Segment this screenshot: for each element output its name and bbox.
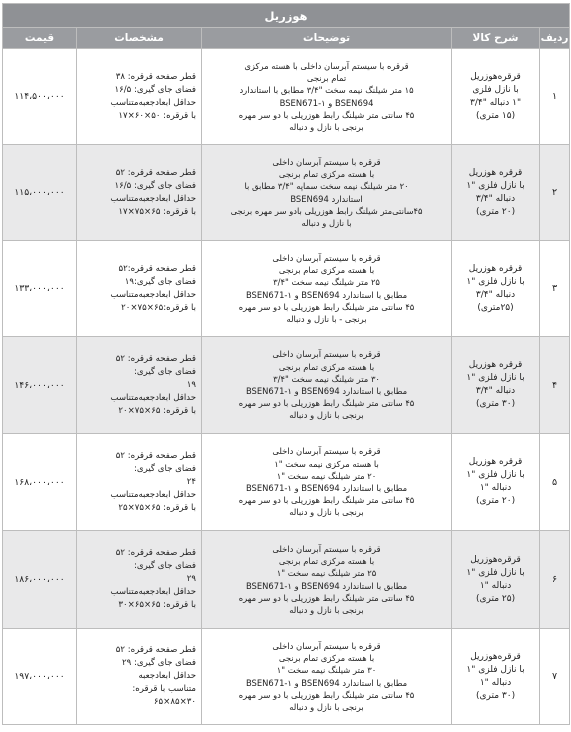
description-line: با هسته مرکزی تمام برنجی <box>278 653 375 664</box>
price-table <box>2 3 570 725</box>
spec-line: قطر صفحه قرقره: ۵۲ <box>115 167 197 178</box>
description-line: برنجی با نازل و دنباله <box>289 604 364 615</box>
description-line: با نازل و دنباله <box>301 217 352 228</box>
row-index: ۶ <box>540 531 570 629</box>
description-line: ۴۵ سانتی متر شیلنگ رابط هوزریلی با دو سر مهره <box>238 301 415 312</box>
product-name-line: با نازل فلزی "۱ <box>466 276 525 287</box>
description-line: ۳۰ متر شیلنگ نیمه سخت "۳/۴ <box>273 373 380 384</box>
description-line: با هسته مرکزی تمام برنجی <box>278 556 375 567</box>
table-body <box>3 4 570 725</box>
row-index: ۲ <box>540 145 570 241</box>
product-specs <box>77 629 202 725</box>
product-name-line: قرقره هوزریل <box>468 457 523 467</box>
table-row <box>3 434 570 531</box>
product-name <box>452 434 540 531</box>
description-line: ۲۵ متر شیلنگ نیمه سخت "۱ <box>276 568 377 579</box>
product-name <box>452 337 540 434</box>
description-line: قرقره با سیستم آبرسان داخلی <box>272 252 381 263</box>
product-description <box>202 531 452 629</box>
product-name <box>452 629 540 725</box>
product-name-line: (۳۰ متری) <box>475 399 516 409</box>
spec-line: با قرقره: ۶۵×۷۵×۲۰ <box>118 405 197 416</box>
product-description <box>202 145 452 241</box>
spec-line: فضای جای گیری:۱۹ <box>124 276 197 287</box>
spec-line: قطر صفحه قرقره: ۵۲ <box>115 450 197 461</box>
product-name-line: قرقره‌هوزریل <box>470 554 521 565</box>
spec-line: با قرقره: ۶۵×۷۵×۱۷ <box>118 206 197 217</box>
product-name <box>452 49 540 145</box>
description-line: ۴۵ سانتی متر شیلنگ رابط هوزریلی با دو سر مهره <box>238 689 415 700</box>
description-line: قرقره با سیستم آبرسان داخلی <box>272 349 381 360</box>
description-line: برنجی با نازل و دنباله <box>289 701 364 712</box>
product-name-line: دنباله "۳/۴ <box>475 386 516 396</box>
product-name-line: "۱ دنباله "۳/۴ <box>469 97 522 108</box>
description-line: قرقره با سیستم آبرسان داخلی با هسته مرکزی <box>244 60 409 71</box>
product-name-line: با نازل فلزی <box>472 84 519 95</box>
product-description <box>202 337 452 434</box>
description-line: BSEN694 و BSEN671-۱ <box>279 97 374 108</box>
spec-line: حداقل ابعادجعبه‌متناسب <box>110 587 197 597</box>
product-price: ۱۳۳،۰۰۰،۰۰۰ <box>3 241 77 337</box>
description-line: با هسته مرکزی تمام برنجی <box>278 361 375 372</box>
spec-line: با قرقره: ۶۵×۶۵×۳۰ <box>118 600 197 610</box>
spec-line: با قرقره: ۵۰×۶۰×۱۷ <box>118 110 197 121</box>
spec-line: با قرقره: ۶۵×۷۵×۲۵ <box>118 502 197 513</box>
product-name-line: دنباله "۱ <box>479 483 512 493</box>
description-line: ۳۰ متر شیلنگ نیمه سخت "۱ <box>276 665 377 676</box>
spec-line: حداقل ابعادجعبه <box>138 671 197 681</box>
product-price: ۱۴۶،۰۰۰،۰۰۰ <box>3 337 77 434</box>
product-name-line: قرقره هوزریل <box>468 167 523 178</box>
product-name-line: (۳۰ متری) <box>475 690 516 701</box>
description-line: برنجی - با نازل و دنباله <box>286 313 367 324</box>
product-specs <box>77 241 202 337</box>
spec-line: متناسب با قرقره: <box>132 684 197 694</box>
description-line: ۴۵سانتی‌متر شیلنگ رابط هوزریلی بادو سر مهره برنجی <box>230 205 423 216</box>
spec-line: ۱۹ <box>186 379 197 390</box>
spec-line: ۳۰×۸۵×۶۵ <box>153 697 197 707</box>
description-line: برنجی با نازل و دنباله <box>289 410 364 421</box>
product-name-line: (۲۵متری) <box>477 302 514 313</box>
product-description <box>202 629 452 725</box>
spec-line: فضای جای گیری: ۱۶/۵ <box>114 180 197 191</box>
table-row <box>3 629 570 725</box>
product-price: ۱۸۶،۰۰۰،۰۰۰ <box>3 531 77 629</box>
row-index: ۳ <box>540 241 570 337</box>
product-price: ۱۶۸،۰۰۰،۰۰۰ <box>3 434 77 531</box>
product-name-line: با نازل فلزی "۱ <box>466 180 525 191</box>
product-description <box>202 434 452 531</box>
description-line: استاندارد BSEN694 <box>290 193 363 204</box>
row-index: ۱ <box>540 49 570 145</box>
table-row <box>3 337 570 434</box>
product-name-line: دنباله "۳/۴ <box>475 289 516 300</box>
spec-line: حداقل ابعادجعبه‌متناسب <box>110 489 197 500</box>
description-line: تمام برنجی <box>306 73 347 84</box>
product-specs <box>77 434 202 531</box>
spec-line: فضای جای گیری: <box>133 463 197 474</box>
product-name-line: قرقره‌هوزریل <box>470 71 521 82</box>
row-index: ۵ <box>540 434 570 531</box>
product-name-line: با نازل فلزی "۱ <box>466 470 525 480</box>
description-line: ۲۰ متر شیلنگ نیمه سخت سماپه "۳/۴ مطابق با <box>244 181 409 192</box>
spec-line: فضای جای گیری: ۲۹ <box>121 658 197 668</box>
product-name <box>452 241 540 337</box>
spec-line: حداقل ابعادجعبه‌متناسب <box>110 289 197 300</box>
spec-line: ۲۹ <box>186 574 197 584</box>
description-line: قرقره با سیستم آبرسان داخلی <box>272 640 381 651</box>
table-row <box>3 241 570 337</box>
product-specs <box>77 145 202 241</box>
description-line: ۲۵ متر شیلنگ نیمه سخت "۳/۴ <box>273 277 380 288</box>
spec-line: ۲۴ <box>186 476 197 487</box>
description-line: قرقره با سیستم آبرسان داخلی <box>272 543 381 554</box>
description-line: مطابق با استاندارد BSEN694 و BSEN671-۱ <box>245 580 408 591</box>
product-name <box>452 531 540 629</box>
product-name-line: با نازل فلزی "۱ <box>466 567 525 578</box>
description-line: با هسته مرکزی تمام برنجی <box>278 169 375 180</box>
description-line: با هسته مرکزی تمام برنجی <box>278 265 375 276</box>
description-line: ۴۵ سانتی متر شیلنگ رابط هوزریلی با دو سر مهره <box>238 495 415 506</box>
product-name <box>452 145 540 241</box>
description-line: با هسته مرکزی نیمه سخت "۱ <box>274 458 379 469</box>
product-name-line: با نازل فلزی "۱ <box>466 664 525 675</box>
description-line: ۱۵ متر شیلنگ نیمه سخت "۳/۴ مطابق با استاندارد <box>239 85 414 96</box>
product-name-line: دنباله "۱ <box>479 677 512 688</box>
description-line: قرقره با سیستم آبرسان داخلی <box>272 156 381 167</box>
row-index: ۴ <box>540 337 570 434</box>
product-name-line: دنباله "۱ <box>479 580 512 591</box>
row-index: ۷ <box>540 629 570 725</box>
column-header-description: توضیحات <box>202 28 452 49</box>
description-line: ۴۵ سانتی متر شیلنگ رابط هوزریلی با دو سر مهره <box>238 398 415 409</box>
description-line: برنجی با نازل و دنباله <box>289 507 364 518</box>
product-description <box>202 49 452 145</box>
description-line: قرقره با سیستم آبرسان داخلی <box>272 446 381 457</box>
product-name-line: قرقره هوزریل <box>468 360 523 370</box>
product-name-line: با نازل فلزی "۱ <box>466 373 525 383</box>
spec-line: حداقل ابعادجعبه‌متناسب <box>110 193 197 204</box>
description-line: برنجی با نازل و دنباله <box>289 121 364 132</box>
product-specs <box>77 49 202 145</box>
product-specs <box>77 337 202 434</box>
table-header-row <box>3 28 570 49</box>
product-name-line: قرقره هوزریل <box>468 263 523 274</box>
table-row <box>3 145 570 241</box>
product-name-line: دنباله "۳/۴ <box>475 193 516 204</box>
description-line: مطابق با استاندارد BSEN694 و BSEN671-۱ <box>245 677 408 688</box>
description-line: ۴۵ سانتی متر شیلنگ رابط هوزریلی با دو سر مهره <box>238 109 415 120</box>
spec-line: فضای جای گیری: ۱۶/۵ <box>114 84 197 95</box>
product-name-line: (۱۵ متری) <box>475 110 516 121</box>
description-line: مطابق با استاندارد BSEN694 و BSEN671-۱ <box>245 386 408 396</box>
spec-line: قطر صفحه قرقره: ۵۲ <box>115 645 197 655</box>
column-header-name: شرح کالا <box>452 28 540 49</box>
product-price: ۱۱۴،۵۰۰،۰۰۰ <box>3 49 77 145</box>
column-header-index: ردیف <box>540 28 570 49</box>
spec-line: قطر صفحه قرقره:۵۲ <box>118 263 197 274</box>
spec-line: حداقل ابعادجعبه‌متناسب <box>110 392 197 403</box>
product-price: ۱۹۷،۰۰۰،۰۰۰ <box>3 629 77 725</box>
spec-line: قطر صفحه قرقره: ۵۲ <box>115 548 197 558</box>
product-description <box>202 241 452 337</box>
product-name-line: (۲۰ متری) <box>475 496 516 506</box>
product-name-line: قرقره‌هوزریل <box>470 651 521 662</box>
column-header-price: قیمت <box>3 28 77 49</box>
spec-line: قطر صفحه قرقره: ۵۲ <box>115 353 197 364</box>
product-price: ۱۱۵،۰۰۰،۰۰۰ <box>3 145 77 241</box>
description-line: ۲۰ متر شیلنگ نیمه سخت "۱ <box>276 470 377 481</box>
description-line: ۴۵ سانتی متر شیلنگ رابط هوزریلی با دو سر مهره <box>238 592 415 603</box>
product-name-line: (۲۵ متری) <box>475 593 516 604</box>
table-row <box>3 49 570 145</box>
spec-line: حداقل ابعادجعبه‌متناسب <box>110 97 197 108</box>
product-specs <box>77 531 202 629</box>
description-line: مطابق با استاندارد BSEN694 و BSEN671-۱ <box>245 289 408 300</box>
product-name-line: (۲۰ متری) <box>475 206 516 217</box>
spec-line: فضای جای گیری: <box>133 366 197 377</box>
spec-line: قطر صفحه قرقره: ۳۸ <box>115 71 197 82</box>
table-title-row <box>3 4 570 28</box>
spec-line: با قرقره:۶۵×۷۵×۲۰ <box>121 302 197 313</box>
description-line: مطابق با استاندارد BSEN694 و BSEN671-۱ <box>245 483 408 493</box>
spec-line: فضای جای گیری: <box>133 561 197 571</box>
table-title: هوزریل <box>3 4 570 28</box>
table-row <box>3 531 570 629</box>
column-header-specs: مشخصات <box>77 28 202 49</box>
